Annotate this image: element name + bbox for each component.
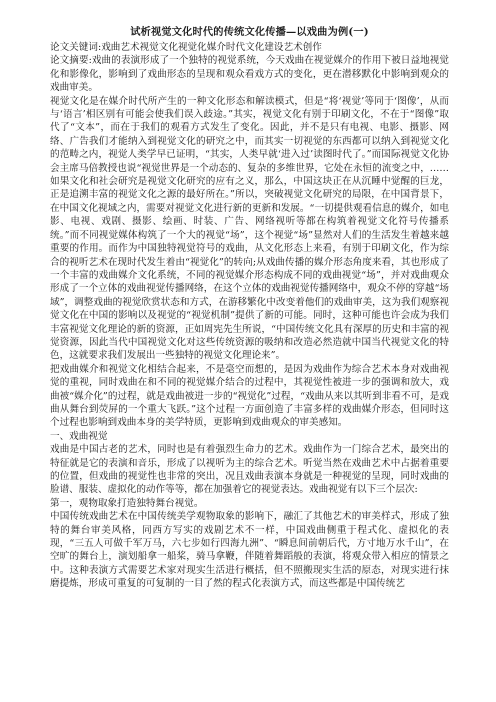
subsection-paragraph: 中国传统戏曲艺术在中国传统美学观物取象的影响下，融汇了其他艺术的审美样式，形成了独特的舞台审美风格，同西方写实的戏剧艺术不一样，中国戏曲侧重于程式化、虚拟化的表现，“三五人可做千军万马，六七步如行四海九洲”、“瞬息间前朝后代，方寸地万水千山”，在空旷的舞台上，演划船拿一船桨，骑马拿鞭，伴随着舞蹈般的表演，将观众带入相应的情景之中。这种表演方式需要艺术家对现实生活进行概括，但不照搬现实生活的原态，对现实进行抹磨提炼，形成可重复的可复制的一目了然的程式化表演方式，而这些都是中国传统艺 xyxy=(50,511,449,590)
section-paragraph: 戏曲是中国古老的艺术，同时也是有着强烈生命力的艺术。戏曲作为一门综合艺术，最突出的特征就是它的表演和音乐，形成了以视听为主的综合艺术。听觉当然在戏曲艺术中占据着重要的位置，但戏曲的视觉性也非常的突出，况且戏曲表演本身就是一种视觉的呈现，同时戏曲的脸谱、服装、虚拟化的动作等等，都在加强着它的视觉表达。戏曲视觉有以下三个层次: xyxy=(50,444,449,496)
body-paragraph: 视觉文化是在媒介时代所产生的一种文化形态和解读模式，但是“将‘视觉’等同于‘图像’，从而与‘语言’相区别有可能会使我们误入歧途。”其实，视觉文化有别于印刷文化，不在于“图像”取代了“文本”，而在于我们的观看方式发生了变化。因此，并不是只有电视、电影、摄影、网络、广告我们才能纳入到视觉文化的研究之中，而其实一切视觉的东西都可以纳入到视觉文化的范畴之内，视觉人类学早已证明，“其实，人类早就‘进入过’读图时代了。”而国际视觉文化协会主席马倍教授也说“视觉世界是一个动态的、复杂的多维世界，它处在永恒的流变之中，……如果文化和社会研究是视觉文化研究的应有之义，那么，中国这块正在从沉睡中觉醒的巨龙，正是追溯丰富的视觉文化之源的最好所在。”所以，突破视觉文化研究的局限，在中国背景下，在中国文化视域之内，需要对视觉文化进行新的更新和发展。“一切提供观看信息的媒介，如电影、电视、戏剧、摄影、绘画、时装、广告、网络视听等都在构筑着视觉文化符号传播系统。”而不同视觉媒体构筑了一个大的视觉“场”，这个视觉“场”显然对人们的生活发生着越来越重要的作用。而作为中国独特视觉符号的戏曲，从文化形态上来看，有别于印刷文化，作为综合的视听艺术在现时代发生着由“视觉化”的转向;从戏曲传播的媒介形态角度来看，其也形成了一个丰富的戏曲媒介文化系统，不同的视觉媒介形态构成不同的戏曲视觉“场”，并对戏曲观众形成了一个立体的戏曲视觉传播网络，在这个立体的戏曲视觉传播网络中，观众不停的穿越“场域”，调整戏曲的视觉欣赏状态和方式，在游移繁化中改变着他们的戏曲审美，这为我们观察视觉文化在中国的影响以及视觉的“视觉机制”提供了新的可能。同时，这种可能也许会成为我们丰富视觉文化理论的新的资源，正如周宪先生所说，“中国传统文化具有深厚的历史和丰富的视觉资源，因此当代中国视觉文化对这些传统资源的吸纳和改造必然造就中国当代视觉文化的特色，这就要求我们发展出一些独特的视觉文化理论来”。 xyxy=(50,95,449,362)
subsection-heading: 第一，观物取象打造独特舞台视觉。 xyxy=(50,497,204,509)
body-paragraph: 把戏曲媒介和视觉文化相结合起来，不是毫空而想的，是因为戏曲作为综合艺术本身对戏曲视觉的重视，同时戏曲在和不同的视觉媒介结合的过程中，其视觉性被进一步的强调和放大，戏曲被“媒介化”的过程，就是戏曲被进一步的“视觉化”过程，“戏曲从来以其听到非看不可，是戏曲从舞台到荧屏的一个重大飞跃。”这个过程一方面创造了丰富多样的戏曲媒介形态，但同时这个过程也影响到戏曲本身的美学特质，更影响到戏曲观众的审美感知。 xyxy=(50,363,449,429)
keywords-line: 论文关键词:戏曲艺术视觉文化视觉化媒介时代文化建设艺术创作 xyxy=(50,42,322,53)
document-title: 试析视觉文化时代的传统文化传播—以戏曲为例(一) xyxy=(130,26,369,38)
abstract-paragraph: 论文摘要:戏曲的表演形成了一个独特的视觉系统，今天戏曲在视觉媒介的作用下被日益地视觉化和影像化，影响到了戏曲形态的呈现和观众看戏方式的变化，更在潜移默化中影响到观众的戏曲审美。 xyxy=(50,55,449,94)
section-heading: 一、戏曲视觉 xyxy=(50,430,108,442)
